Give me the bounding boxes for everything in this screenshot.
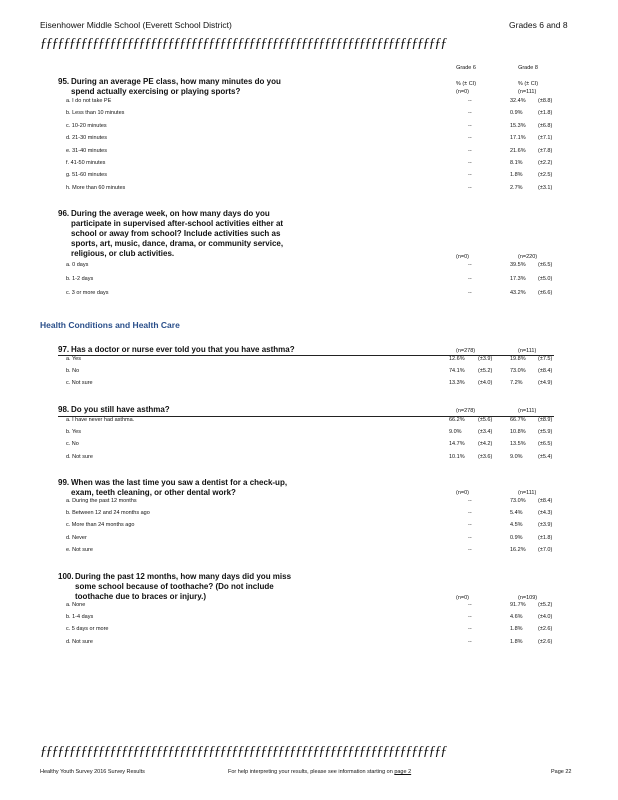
grade-8-ci: (±5.4) [538,453,553,460]
footer-page-link[interactable]: page 2 [394,769,412,775]
grade-8-ci: (±6.6) [538,290,553,296]
grade-8-percent: 15.3% [510,122,526,129]
grade-6-sample-size: (n=0) [456,89,469,95]
grade-8-ci: (±4.0) [538,614,553,621]
answer-option: c. No [66,441,79,448]
grade-8-ci: (±5.9) [538,429,553,436]
answer-option: h. More than 60 minutes [66,184,126,191]
grade-8-percent: 1.8% [510,638,523,645]
grade-6-percent: -- [468,534,472,541]
grade-8-sample-size: (n=220) [518,254,538,260]
grade-6-percent: -- [468,160,472,166]
grade-8-ci: (±5.0) [538,276,553,282]
grade-6-ci: (±3.6) [478,453,493,460]
grade-8-percent: 32.4% [510,98,526,104]
grade-6-percent: -- [468,510,472,517]
footer-help-text [228,769,411,775]
grade-6-ci: (±5.2) [478,368,493,375]
grade-6-percent: -- [468,110,472,117]
grade-8-stat-heading: % (± CI) [517,81,539,87]
answer-option: d. Not sure [66,453,93,460]
grade-8-ci: (±8.4) [538,498,553,504]
grade-6-ci: (±3.4) [478,429,493,436]
grade-8-percent: 8.1% [510,160,523,166]
answer-option: a. None [66,602,86,608]
grade-6-stat-heading: % (± CI) [455,81,477,87]
question-97 [58,345,318,355]
question-98 [58,405,318,415]
grade-6-percent: 66.2% [449,417,465,423]
grade-6-percent: -- [468,290,472,296]
question-text: Has a doctor or nurse ever told you that you have asthma? [71,345,295,354]
grade-8-ci: (±2.5) [538,172,553,179]
grade-6-percent: -- [468,147,472,154]
answer-option: c. 10-20 minutes [66,122,107,129]
grade-8-ci: (±6.5) [538,441,553,448]
grade-8-percent: 0.9% [510,110,523,117]
question-96 [58,209,318,259]
grade-8-ci: (±2.6) [538,638,553,645]
answer-option: a. 0 days [66,262,89,268]
answer-option: c. 5 days or more [66,626,109,633]
grade-8-sample-size: (n=109) [518,595,538,601]
question-text: During the past 12 months, how many days did you miss some school because of toothache? (Do not include toothache due to braces or injury.) [75,572,292,601]
grade-8-percent: 73.0% [510,368,526,375]
question-text: When was the last time you saw a dentist for a check-up, exam, teeth cleaning, or other dental work? [71,478,288,497]
answer-option: d. Never [66,534,87,541]
question-number: 99. [58,478,70,487]
grade-6-ci: (±3.9) [478,356,493,362]
grade-8-ci: (±8.8) [538,98,553,104]
grade-8-percent: 9.0% [510,453,523,460]
answer-option: a. Yes [66,356,81,362]
grade-8-ci: (±4.3) [538,510,553,517]
grade-8-sample-size: (n=111) [518,89,537,95]
grade-6-percent: -- [468,135,472,142]
question-text: During the average week, on how many days do you participate in supervised after-school activities either at school or away from school? Include activities such as sports, art, music, dance, drama, or community service, religious, or club activities. [71,209,284,258]
grade-8-ci: (±2.2) [538,160,553,166]
grade-8-heading: Grade 8 [518,65,538,71]
grade-8-percent: 21.6% [510,147,526,154]
grade-6-sample-size: (n=278) [456,408,476,414]
grade-8-percent: 91.7% [510,602,526,608]
grade-8-percent: 4.6% [510,614,523,621]
answer-option: a. I do not take PE [66,98,112,104]
answer-option: a. During the past 12 months [66,498,137,504]
grade-8-percent: 43.2% [510,290,526,296]
grade-8-percent: 10.8% [510,429,526,436]
grade-8-ci: (±7.5) [538,356,553,362]
grade-6-percent: 13.3% [449,380,465,387]
grade-8-percent: 0.9% [510,534,523,541]
grade-6-ci: (±4.2) [478,441,493,448]
footer-page-number: Page 22 [551,769,572,775]
header-school: Eisenhower Middle School (Everett School District) [40,20,232,30]
grade-6-sample-size: (n=0) [456,595,469,601]
grade-6-percent: 10.1% [449,453,465,460]
grade-6-percent: -- [468,498,472,504]
grade-6-heading: Grade 6 [456,65,476,71]
grade-6-percent: -- [468,98,472,104]
answer-option: b. Yes [66,429,81,436]
grade-6-percent: -- [468,614,472,621]
grade-8-ci: (±3.1) [538,184,553,191]
question-text: During an average PE class, how many minutes do you spend actually exercising or playing sports? [71,77,281,96]
grade-8-ci: (±2.6) [538,626,553,633]
grade-6-percent: -- [468,626,472,633]
question-number: 97. [58,345,70,354]
grade-8-ci: (±7.8) [538,147,553,154]
answer-option: f. 41-50 minutes [66,160,106,166]
grade-8-percent: 66.7% [510,417,526,423]
grade-8-ci: (±5.2) [538,602,553,608]
footer-help-prefix: For help interpreting your results, please see information starting on [228,769,393,775]
grade-6-percent: -- [468,638,472,645]
grade-8-percent: 17.1% [510,135,526,142]
answer-option: e. 31-40 minutes [66,147,107,154]
grade-8-ci: (±3.9) [538,522,553,529]
decorative-rule-bottom: ƒƒƒƒƒƒƒƒƒƒƒƒƒƒƒƒƒƒƒƒƒƒƒƒƒƒƒƒƒƒƒƒƒƒƒƒƒƒƒƒƒƒƒƒƒƒƒƒƒƒƒƒƒƒƒƒƒƒƒƒƒƒƒƒƒƒƒƒƒƒ [40,744,447,759]
grade-6-percent: -- [468,122,472,129]
answer-option: c. Not sure [66,380,93,387]
grade-8-percent: 16.2% [510,546,526,553]
answer-option: a. I have never had asthma. [66,417,135,423]
grade-8-percent: 4.5% [510,522,523,529]
answer-option: e. Not sure [66,546,93,553]
grade-8-percent: 2.7% [510,184,523,191]
section-title: Health Conditions and Health Care [40,320,180,330]
grade-8-percent: 17.3% [510,276,526,282]
question-number: 98. [58,405,70,414]
grade-8-ci: (±1.8) [538,534,553,541]
grade-6-percent: -- [468,602,472,608]
grade-8-ci: (±8.9) [538,417,553,423]
grade-6-sample-size: (n=0) [456,490,469,496]
grade-8-sample-size: (n=111) [518,408,537,414]
answer-option: b. No [66,368,80,375]
answer-option: d. 21-30 minutes [66,135,107,142]
question-number: 95. [58,77,70,86]
header-grades: Grades 6 and 8 [509,20,568,30]
grade-8-percent: 5.4% [510,510,523,517]
grade-6-percent: -- [468,522,472,529]
grade-6-percent: 74.1% [449,368,465,375]
answer-option: b. 1-2 days [66,276,94,282]
answer-option: b. Between 12 and 24 months ago [66,510,150,517]
footer-survey-title: Healthy Youth Survey 2016 Survey Results [40,769,145,775]
grade-8-ci: (±6.8) [538,122,553,129]
question-95 [58,77,318,97]
grade-6-sample-size: (n=278) [456,348,476,354]
answer-option: b. 1-4 days [66,614,94,621]
grade-8-ci: (±6.5) [538,262,553,268]
grade-6-sample-size: (n=0) [456,254,469,260]
grade-6-ci: (±5.6) [478,417,493,423]
grade-8-ci: (±4.9) [538,380,553,387]
grade-6-percent: 14.7% [449,441,465,448]
answer-option: c. 3 or more days [66,290,109,296]
answer-option: c. More than 24 months ago [66,522,135,529]
question-number: 96. [58,209,70,218]
grade-8-percent: 13.5% [510,441,526,448]
grade-8-percent: 73.0% [510,498,526,504]
grade-6-percent: -- [468,262,472,268]
grade-8-percent: 19.8% [510,356,526,362]
grade-6-percent: 12.6% [449,356,465,362]
grade-6-percent: -- [468,546,472,553]
answer-option: b. Less than 10 minutes [66,110,125,117]
grade-6-percent: -- [468,276,472,282]
question-100 [58,572,318,602]
grade-8-sample-size: (n=111) [518,490,537,496]
question-number: 100. [58,572,74,581]
question-99 [58,478,318,498]
grade-8-ci: (±1.8) [538,110,553,117]
decorative-rule-top: ƒƒƒƒƒƒƒƒƒƒƒƒƒƒƒƒƒƒƒƒƒƒƒƒƒƒƒƒƒƒƒƒƒƒƒƒƒƒƒƒƒƒƒƒƒƒƒƒƒƒƒƒƒƒƒƒƒƒƒƒƒƒƒƒƒƒƒƒƒƒ [40,36,447,51]
grade-8-percent: 7.2% [510,380,523,387]
grade-8-percent: 1.8% [510,626,523,633]
answer-option: g. 51-60 minutes [66,172,107,179]
grade-6-ci: (±4.0) [478,380,493,387]
question-text: Do you still have asthma? [71,405,170,414]
grade-8-percent: 1.8% [510,172,523,179]
grade-8-percent: 39.5% [510,262,526,268]
grade-8-ci: (±7.0) [538,546,553,553]
grade-8-ci: (±7.1) [538,135,553,142]
grade-8-ci: (±8.4) [538,368,553,375]
grade-8-sample-size: (n=111) [518,348,537,354]
grade-6-percent: -- [468,184,472,191]
grade-6-percent: 9.0% [449,429,462,436]
grade-6-percent: -- [468,172,472,179]
answer-option: d. Not sure [66,638,93,645]
